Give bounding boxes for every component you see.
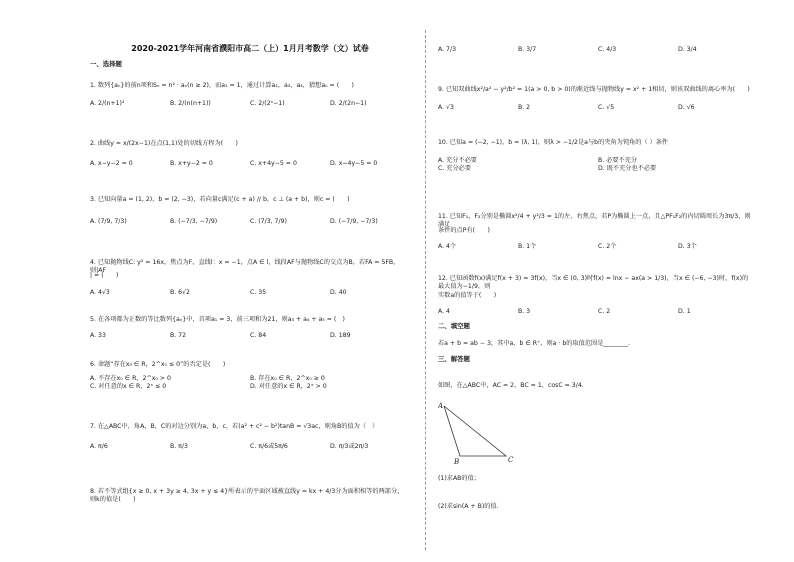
option-a: A. 4个 xyxy=(438,243,457,250)
question-5-options xyxy=(90,332,410,340)
question-14: 如图，在△ABC中，AC = 2，BC = 1，cosC = 3/4. xyxy=(438,382,584,389)
question-12-options xyxy=(438,308,758,316)
option-d: D. 2/(2n−1) xyxy=(330,100,367,107)
question-9-options xyxy=(438,104,758,112)
triangle-figure xyxy=(438,400,528,468)
option-b: B. 6√2 xyxy=(170,289,190,296)
question-11-continued: 条件的点P有( ) xyxy=(438,227,490,234)
option-d: D. 3个 xyxy=(678,243,697,250)
option-b: B. 2 xyxy=(518,104,531,111)
option-c: C. (7/3, 7/9) xyxy=(250,218,287,225)
option-c: C. 84 xyxy=(250,332,267,339)
question-11: 11. 已知F₁，F₂分别是椭圆x²/4 + y²/3 = 1的左、右焦点，若P为椭圆上一点，且△PF₁F₂的内切圆周长为3π/3，则满足 xyxy=(438,213,751,228)
section-fill: 二、填空题 xyxy=(438,322,470,330)
option-b: B. 3 xyxy=(518,308,531,315)
triangle-outline xyxy=(444,406,506,456)
option-c: C. 2 xyxy=(598,308,611,315)
option-a: A. 4√3 xyxy=(90,289,110,296)
option-b: B. 存在x₀ ∈ R，2^x₀ ≥ 0 xyxy=(250,375,325,382)
section-answer: 三、解答题 xyxy=(438,355,470,363)
option-a: A. 4 xyxy=(438,308,450,315)
column-divider xyxy=(425,30,426,550)
question-1: 1. 数列{aₙ}的前n项和Sₙ = n² · aₙ(n ≥ 2)，而a₁ = 1，通过计算a₂，a₃，a₄，猜想aₙ = ( ) xyxy=(90,82,354,89)
option-c: C. 充分必要 xyxy=(438,165,472,172)
option-c: C. π/6或5π/6 xyxy=(250,443,288,450)
question-12: 12. 已知函数f(x)满足f(x + 3) = 3f(x)，当x ∈ (0, 3)时f(x) = lnx − ax(a > 1/3)，当x ∈ (−6, −3)时，f(x)的最大值为−1/9，则 xyxy=(438,275,749,290)
question-1-options xyxy=(90,100,410,108)
option-c: C. 4/3 xyxy=(598,46,617,53)
question-3: 3. 已知向量a = (1, 2)，b = (2, −3)，若向量c满足(c + a) // b，c ⊥ (a + b)，则c = ( ) xyxy=(90,196,350,203)
question-9: 9. 已知双曲线x²/a² − y²/b² = 1(a > 0, b > 0)的渐近线与抛物线y = x² + 1相切，则该双曲线的离心率为( ) xyxy=(438,86,750,93)
question-4: 4. 已知抛物线C: y² = 16x，焦点为F，直线l：x = −1，点A ∈ l，线段AF与抛物线C的交点为B，若FA = 5FB，则|AF xyxy=(90,259,400,274)
question-14-part-2: (2)求sin(A + B)的值. xyxy=(438,503,499,510)
option-d: D. √6 xyxy=(678,104,695,111)
question-8-options xyxy=(438,46,758,54)
left-column xyxy=(90,0,410,562)
question-4-options xyxy=(90,289,410,297)
option-b: B. π/3 xyxy=(170,443,188,450)
option-b: B. 2/(n(n+1)) xyxy=(170,100,211,107)
option-d: D. (−7/9, −7/3) xyxy=(330,218,378,225)
option-c: C. x+4y−5 = 0 xyxy=(250,160,297,167)
section-choice: 一、选择题 xyxy=(90,60,122,68)
question-8: 8. 若不等式组{x ≥ 0, x + 3y ≥ 4, 3x + y ≤ 4}所表示的平面区域被直线y = kx + 4/3分为面积相等的两部分，则k的值是( ) xyxy=(90,488,404,503)
question-6: 6. 命题“存在x₀ ∈ R，2^x₀ ≤ 0”的否定是( ) xyxy=(90,361,226,368)
option-d: D. 对任意的x ∈ R，2ˣ > 0 xyxy=(250,383,327,390)
vertex-label-b: B xyxy=(454,458,460,466)
option-b: B. 必要不充分 xyxy=(598,157,638,164)
option-a: A. 不存在x₀ ∈ R，2^x₀ > 0 xyxy=(90,375,171,382)
question-14-part-1: (1)求AB的值； xyxy=(438,475,480,482)
option-a: A. 7/3 xyxy=(438,46,457,53)
option-c: C. 对任意的x ∈ R，2ˣ ≤ 0 xyxy=(90,383,167,390)
question-6-options xyxy=(90,375,410,391)
question-2-options xyxy=(90,160,410,168)
right-column xyxy=(438,0,758,562)
option-a: A. √3 xyxy=(438,104,454,111)
option-c: C. 35 xyxy=(250,289,267,296)
exam-title: 2020-2021学年河南省濮阳市高二（上）1月月考数学（文）试卷 xyxy=(131,44,369,53)
option-d: D. 40 xyxy=(330,289,347,296)
question-7: 7. 在△ABC中，角A，B，C的对边分别为a，b，c，若(a² + c² − b²)tanB = √3ac，则角B的值为（ ） xyxy=(90,423,379,430)
option-b: B. (−7/3, −7/9) xyxy=(170,218,218,225)
option-d: D. 189 xyxy=(330,332,351,339)
option-b: B. 72 xyxy=(170,332,187,339)
option-d: D. π/3或2π/3 xyxy=(330,443,369,450)
question-7-options xyxy=(90,443,410,451)
option-a: A. 33 xyxy=(90,332,106,339)
option-a: A. π/6 xyxy=(90,443,108,450)
option-d: D. x−4y−5 = 0 xyxy=(330,160,378,167)
option-c: C. √5 xyxy=(598,104,615,111)
question-4-continued: | = ( ) xyxy=(90,272,119,279)
option-b: B. x+y−2 = 0 xyxy=(170,160,213,167)
option-d: D. 既不充分也不必要 xyxy=(598,165,657,172)
option-c: C. 2/(2ⁿ−1) xyxy=(250,100,285,107)
option-b: B. 1个 xyxy=(518,243,537,250)
option-a: A. 充分不必要 xyxy=(438,157,477,164)
option-d: D. 1 xyxy=(678,308,691,315)
question-12-continued: 实数a的值等于( ) xyxy=(438,292,497,299)
option-a: A. 2/(n+1)² xyxy=(90,100,125,107)
vertex-label-c: C xyxy=(508,456,514,464)
question-10-options xyxy=(438,157,758,173)
option-d: D. 3/4 xyxy=(678,46,697,53)
question-3-options xyxy=(90,218,410,226)
option-b: B. 3/7 xyxy=(518,46,537,53)
question-5: 5. 在各项都为正数的等比数列{aₙ}中，首项a₁ = 3，前三项和为21，则a₃ + a₄ + a₅ = ( ) xyxy=(90,316,345,323)
question-11-options xyxy=(438,243,758,251)
vertex-label-a: A xyxy=(438,402,444,410)
question-13: 若a + b = ab − 3，其中a，b ∈ R⁺，则a · b的取值范围是________. xyxy=(438,340,631,347)
question-10: 10. 已知a = (−2, −1)，b = (λ, 1)，则λ > −1/2是a与b的夹角为钝角的（ ）条件 xyxy=(438,139,669,146)
option-a: A. (7/9, 7/3) xyxy=(90,218,127,225)
question-2: 2. 曲线y = x/(2x−1)在点(1,1)处的切线方程为( ) xyxy=(90,140,238,147)
option-a: A. x−y−2 = 0 xyxy=(90,160,133,167)
option-c: C. 2个 xyxy=(598,243,617,250)
